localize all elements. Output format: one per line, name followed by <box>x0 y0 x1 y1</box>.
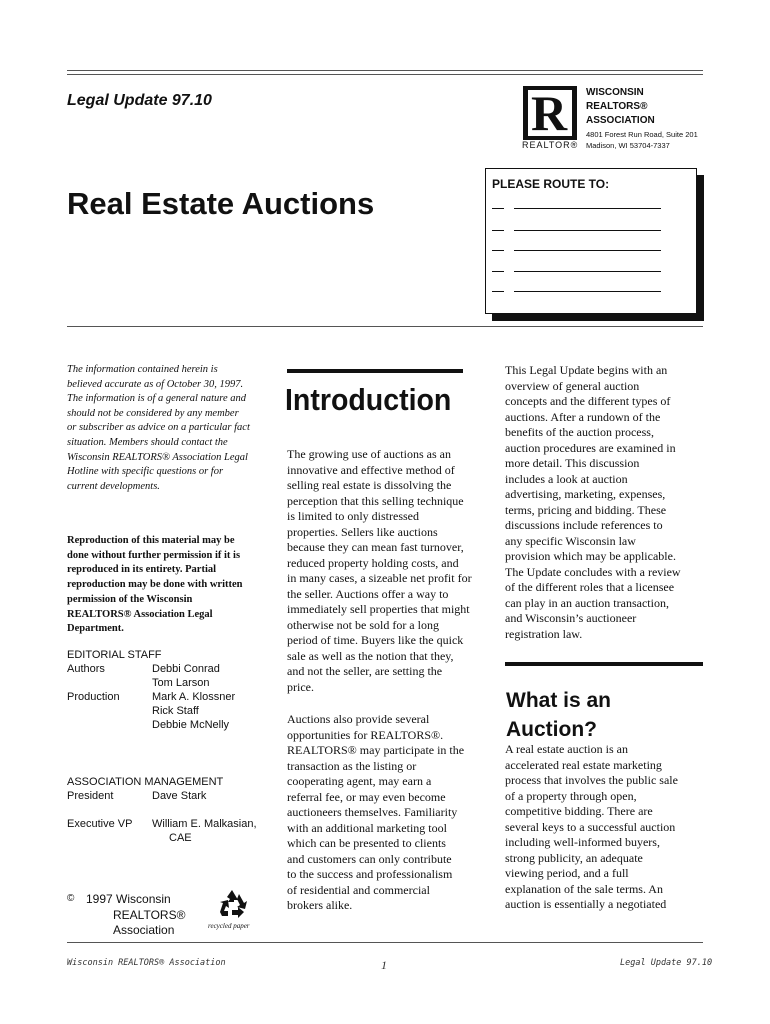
route-slot-dash <box>492 230 504 231</box>
evp-label: Executive VP <box>67 818 133 830</box>
route-slot-dash <box>492 208 504 209</box>
copyright-text: 1997 Wisconsin REALTORS® Association <box>86 892 186 937</box>
route-box <box>485 168 697 314</box>
page-number: 1 <box>381 958 387 972</box>
disclaimer: The information contained herein is believed accurate as of October 30, 1997. The information is of a general nature and should not be considered by any member or subscriber as advice on a particular fact situation. Members should contact the Wisconsin REALTORS® Association Legal Hotline with specific questions or for current developments. <box>67 364 250 492</box>
footer-left: Wisconsin REALTORS® Association <box>67 958 226 968</box>
update-label: Legal Update 97.10 <box>67 92 212 109</box>
copyright-icon: © <box>67 893 75 904</box>
authors-list: Debbi Conrad Tom Larson <box>152 663 220 690</box>
footer-right: Legal Update 97.10 <box>620 958 713 968</box>
staff-heading: EDITORIAL STAFF <box>67 649 162 661</box>
route-slot-line[interactable] <box>514 250 661 251</box>
what-is-heading-rule <box>505 662 703 666</box>
top-rule-2 <box>67 74 703 75</box>
route-slot-dash <box>492 250 504 251</box>
route-slot-dash <box>492 271 504 272</box>
intro-para-2: Auctions also provide several opportunities for REALTORS®. REALTORS® may participate in the transaction as the listing or cooperating agent, may earn a referral fee, or may even become auctioneers themselves. Familiarity with an additional marketing tool which can be presented to clients and customers can only contribute to the success and professionalism of residential and commercial brokers alike. <box>287 712 465 912</box>
intro-heading-rule <box>287 369 463 373</box>
intro-heading: Introduction <box>285 382 452 417</box>
logo-caption: REALTOR® <box>522 140 579 150</box>
route-slot-line[interactable] <box>514 208 661 209</box>
evp-name: William E. Malkasian, CAE <box>152 818 257 845</box>
reproduction-notice: Reproduction of this material may be done without further permission if it is reproduced in its entirety. Partial reproduction may be done with written permission of the Wisconsin REALTORS® Association Legal Department. <box>67 535 243 635</box>
route-slot-dash <box>492 291 504 292</box>
route-slot-line[interactable] <box>514 271 661 272</box>
production-list: Mark A. Klossner Rick Staff Debbie McNelly <box>152 691 236 732</box>
president-label: President <box>67 790 114 802</box>
production-label: Production <box>67 691 120 703</box>
recycled-caption: recycled paper <box>208 922 250 930</box>
overview-text: This Legal Update begins with an overview of general auction concepts and the different types of auctions. After a rundown of the benefits of the auction process, auction procedures are examined in more detail. This discussion includes a look at auction advertising, marketing, expenses, terms, pricing and bidding. These discussions include references to any specific Wisconsin law provision which may be applicable. The Update concludes with a review of the different roles that a licensee can play in an auction transaction, and Wisconsin’s auctioneer registration law. <box>505 363 681 641</box>
footer-rule <box>67 942 703 943</box>
route-title: PLEASE ROUTE TO: <box>492 177 610 191</box>
what-is-heading: What is an Auction? <box>506 689 612 741</box>
what-is-text: A real estate auction is an accelerated real estate marketing process that involves the public sale of a property through open, competitive bidding. There are several keys to a successful auction including well-informed buyers, strong publicity, an adequate viewing period, and a full explanation of the sale terms. An auction is essentially a negotiated <box>505 742 678 911</box>
mid-rule <box>67 326 703 327</box>
recycle-icon <box>216 888 248 920</box>
org-address: 4801 Forest Run Road, Suite 201 Madison, WI 53704-7337 <box>586 130 698 150</box>
top-rule <box>67 70 703 71</box>
route-slot-line[interactable] <box>514 291 661 292</box>
president-name: Dave Stark <box>152 790 207 802</box>
page-title: Real Estate Auctions <box>67 186 375 221</box>
mgmt-heading: ASSOCIATION MANAGEMENT <box>67 776 224 788</box>
logo-letter: R <box>531 85 568 141</box>
intro-para-1: The growing use of auctions as an innovative and effective method of selling real estate is dissolving the perception that this selling technique is limited to only distressed properties. Sellers like auctions because they can mean fast turnover, reduced property holding costs, and in many cases, a sizeable net profit for the seller. Auctions offer a way to immediately sell properties that might otherwise not be sold for a long period of time. Buyers like the quick sale as well as the notion that they, and not the seller, are setting the price. <box>287 447 472 694</box>
org-name: WISCONSIN REALTORS® ASSOCIATION <box>586 87 655 126</box>
route-slot-line[interactable] <box>514 230 661 231</box>
realtor-logo <box>523 86 577 140</box>
editorial-staff <box>67 648 162 662</box>
authors-label: Authors <box>67 663 105 675</box>
